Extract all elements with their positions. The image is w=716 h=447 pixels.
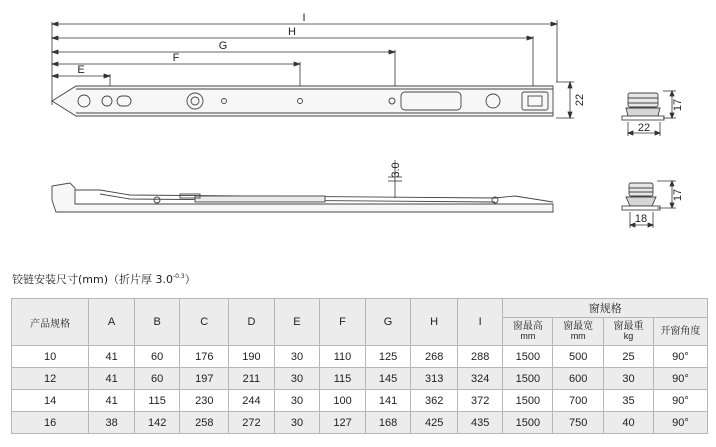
- header-c: C: [180, 299, 229, 346]
- cell-c: 230: [180, 390, 229, 412]
- cell-f: 127: [320, 412, 366, 434]
- cell-g: 145: [365, 368, 411, 390]
- profile-bottom: [622, 183, 660, 210]
- cell-opening-angle: 90°: [653, 368, 707, 390]
- cell-max-width: 600: [553, 368, 604, 390]
- cell-g: 141: [365, 390, 411, 412]
- cell-h: 425: [411, 412, 458, 434]
- cell-max-weight: 30: [604, 368, 654, 390]
- cell-model: 10: [12, 346, 89, 368]
- cell-b: 60: [134, 346, 180, 368]
- cell-max-width: 750: [553, 412, 604, 434]
- header-opening-angle: 开窗角度: [653, 318, 707, 346]
- caption-tolerance: -0.3: [173, 273, 185, 280]
- cell-d: 272: [229, 412, 275, 434]
- table-row: [12, 368, 708, 390]
- cell-opening-angle: 90°: [653, 346, 707, 368]
- cell-i: 324: [457, 368, 503, 390]
- cell-model: 12: [12, 368, 89, 390]
- caption-close: ）: [184, 273, 196, 286]
- cell-i: 435: [457, 412, 503, 434]
- cell-max-weight: 25: [604, 346, 654, 368]
- cell-f: 100: [320, 390, 366, 412]
- cell-e: 30: [274, 346, 320, 368]
- header-window-max-weight: 窗最重 kg: [604, 318, 654, 346]
- header-window-spec: 窗规格: [503, 299, 708, 318]
- cell-g: 168: [365, 412, 411, 434]
- cell-a: 41: [89, 390, 135, 412]
- cell-e: 30: [274, 390, 320, 412]
- cell-model: 16: [12, 412, 89, 434]
- header-f: F: [320, 299, 366, 346]
- header-window-max-width: 窗最宽 mm: [553, 318, 604, 346]
- cell-max-weight: 35: [604, 390, 654, 412]
- dim-label-f: F: [172, 52, 180, 64]
- cell-i: 288: [457, 346, 503, 368]
- dim-label-i: I: [302, 12, 306, 24]
- cell-model: 14: [12, 390, 89, 412]
- profile-top-height: 17: [672, 98, 684, 112]
- cell-max-weight: 40: [604, 412, 654, 434]
- caption-text: 铰链安装尺寸(mm)（折片厚 3.0: [12, 273, 174, 286]
- cell-d: 211: [229, 368, 275, 390]
- cell-max-width: 700: [553, 390, 604, 412]
- cell-f: 115: [320, 368, 366, 390]
- cell-d: 190: [229, 346, 275, 368]
- header-window-max-height: 窗最高 mm: [503, 318, 553, 346]
- dim-thickness-3: 3.0: [390, 162, 402, 178]
- header-h: H: [411, 299, 458, 346]
- cell-max-height: 1500: [503, 368, 553, 390]
- cell-max-height: 1500: [503, 346, 553, 368]
- cell-opening-angle: 90°: [653, 412, 707, 434]
- profile-top-width: 22: [637, 122, 651, 134]
- dim-label-h: H: [288, 26, 296, 38]
- cell-a: 41: [89, 346, 135, 368]
- cell-c: 258: [180, 412, 229, 434]
- profile-bottom-height: 17: [672, 188, 684, 202]
- cell-max-height: 1500: [503, 412, 553, 434]
- header-i: I: [457, 299, 503, 346]
- cell-max-height: 1500: [503, 390, 553, 412]
- cell-b: 115: [134, 390, 180, 412]
- cell-max-width: 500: [553, 346, 604, 368]
- dim-height-22: 22: [574, 93, 586, 107]
- cell-e: 30: [274, 368, 320, 390]
- hinge-top-view: [52, 86, 553, 116]
- dim-label-e: E: [77, 64, 85, 76]
- cell-d: 244: [229, 390, 275, 412]
- cell-h: 268: [411, 346, 458, 368]
- cell-g: 125: [365, 346, 411, 368]
- profile-bottom-width: 18: [634, 213, 648, 225]
- cell-i: 372: [457, 390, 503, 412]
- cell-h: 362: [411, 390, 458, 412]
- header-g: G: [365, 299, 411, 346]
- cell-a: 41: [89, 368, 135, 390]
- cell-a: 38: [89, 412, 135, 434]
- header-a: A: [89, 299, 135, 346]
- header-d: D: [229, 299, 275, 346]
- cell-h: 313: [411, 368, 458, 390]
- cell-c: 197: [180, 368, 229, 390]
- hinge-side-view: [52, 183, 553, 212]
- cell-b: 60: [134, 368, 180, 390]
- cell-e: 30: [274, 412, 320, 434]
- dim-label-g: G: [218, 40, 228, 52]
- header-model: 产品规格: [12, 299, 89, 346]
- cell-c: 176: [180, 346, 229, 368]
- cell-f: 110: [320, 346, 366, 368]
- table-row: [12, 412, 708, 434]
- table-row: [12, 346, 708, 368]
- cell-opening-angle: 90°: [653, 390, 707, 412]
- hinge-spec-table: [11, 298, 708, 434]
- profile-top: [622, 93, 664, 120]
- header-e: E: [274, 299, 320, 346]
- cell-b: 142: [134, 412, 180, 434]
- header-b: B: [134, 299, 180, 346]
- table-caption: [12, 271, 196, 287]
- table-row: [12, 390, 708, 412]
